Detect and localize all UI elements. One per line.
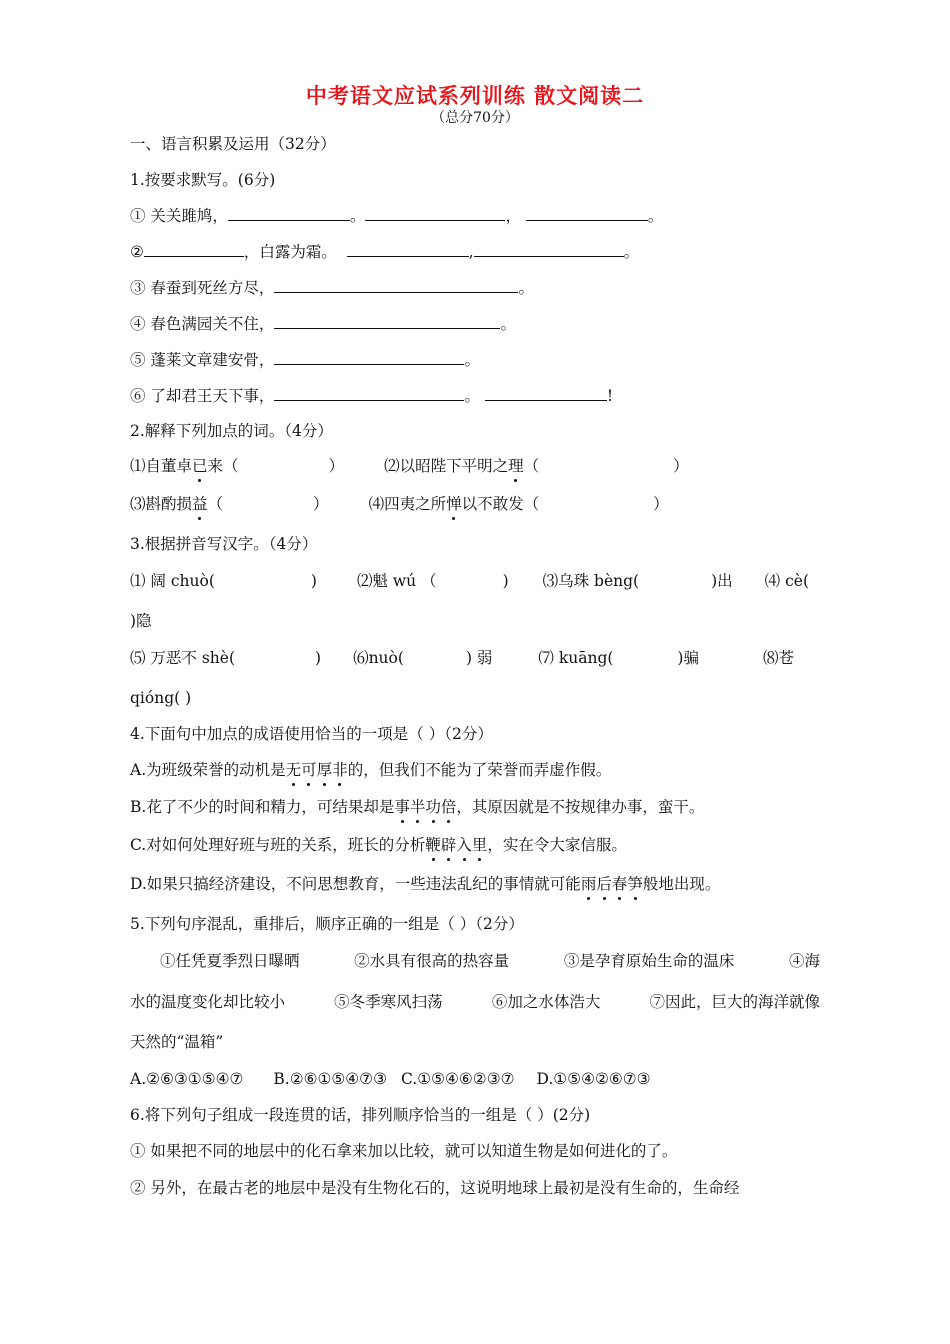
q1-line1: ① 关关雎鸠， 。 ， 。 bbox=[130, 207, 664, 225]
q3-row2: )隐 bbox=[130, 612, 152, 630]
q4-option-c: C.对如何处理好班与班的关系，班长的分析鞭辟入里，实在令大家信服。 bbox=[130, 836, 627, 854]
q6-sentence-2: ② 另外，在最古老的地层中是没有生物化石的，这说明地球上最初是没有生命的，生命经 bbox=[130, 1179, 740, 1197]
q6-stem: 6.将下列句子组成一段连贯的话，排列顺序恰当的一组是（ ）(2分) bbox=[130, 1106, 591, 1124]
q5-sentences-row1: ①任凭夏季烈日曝晒 ②水具有很高的热容量 ③是孕育原始生命的温床 ④海 bbox=[160, 952, 820, 970]
answer-blank[interactable] bbox=[365, 206, 505, 221]
q1-line2: ② ，白露为霜。 , 。 bbox=[130, 243, 640, 261]
dotted-char: 春 bbox=[611, 875, 628, 893]
q1-stem: 1.按要求默写。(6分) bbox=[130, 171, 276, 189]
q4-option-d: D.如果只搞经济建设，不问思想教育，一些违法乱纪的事情就可能雨后春笋般地出现。 bbox=[130, 875, 721, 893]
q1-line3: ③ 春蚕到死丝方尽， 。 bbox=[130, 279, 534, 297]
answer-blank[interactable] bbox=[274, 386, 464, 401]
answer-blank[interactable] bbox=[526, 206, 648, 221]
q3-stem: 3.根据拼音写汉字。（4分） bbox=[130, 535, 318, 553]
dotted-char: 半 bbox=[409, 798, 426, 816]
dotted-char: 益 bbox=[192, 495, 208, 513]
answer-blank[interactable] bbox=[274, 314, 500, 329]
answer-blank[interactable] bbox=[144, 242, 244, 257]
answer-blank[interactable] bbox=[347, 242, 469, 257]
dotted-char: 鞭 bbox=[425, 836, 441, 854]
dotted-char: 惮 bbox=[446, 495, 462, 513]
dotted-char: 入 bbox=[456, 836, 472, 854]
page-subtitle: （总分70分） bbox=[431, 110, 519, 126]
dotted-char: 非 bbox=[332, 761, 348, 779]
q5-options: A.②⑥③①⑤④⑦ B.②⑥①⑤④⑦③ C.①⑤④⑥②③⑦ D.①⑤④②⑥⑦③ bbox=[130, 1070, 651, 1088]
q5-sentences-row2: 水的温度变化却比较小 ⑤冬季寒风扫荡 ⑥加之水体浩大 ⑦因此，巨大的海洋就像 bbox=[130, 993, 820, 1011]
dotted-char: 可 bbox=[301, 761, 317, 779]
q4-stem: 4.下面句中加点的成语使用恰当的一项是（ ）（2分） bbox=[130, 725, 493, 743]
q3-row4: qióng( ) bbox=[130, 689, 192, 707]
q4-option-b: B.花了不少的时间和精力，可结果却是事半功倍，其原因就是不按规律办事，蛮干。 bbox=[130, 798, 705, 816]
q5-sentences-row3: 天然的“温箱” bbox=[130, 1033, 224, 1051]
q6-sentence-1: ① 如果把不同的地层中的化石拿来加以比较，就可以知道生物是如何进化的了。 bbox=[130, 1142, 678, 1160]
dotted-char: 后 bbox=[596, 875, 612, 893]
q2-row1: ⑴自董卓已来（ ） ⑵以昭陛下平明之理（ ） bbox=[130, 457, 689, 475]
dotted-char: 无 bbox=[285, 761, 302, 779]
q4-option-a: A.为班级荣誉的动机是无可厚非的，但我们不能为了荣誉而弄虚作假。 bbox=[130, 761, 612, 779]
q2-stem: 2.解释下列加点的词。（4分） bbox=[130, 422, 333, 440]
dotted-char: 事 bbox=[394, 798, 410, 816]
q5-stem: 5.下列句序混乱，重排后，顺序正确的一组是（ ）（2分） bbox=[130, 915, 524, 933]
q3-row1: ⑴ 阔 chuò( ) ⑵魁 wú （ ) ⑶乌珠 bèng( )出 ⑷ cè( bbox=[130, 572, 809, 590]
page-title: 中考语文应试系列训练 散文阅读二 bbox=[305, 84, 645, 108]
q1-line6: ⑥ 了却君王天下事， 。 ! bbox=[130, 387, 614, 405]
q2-row2: ⑶斟酌损益（ ） ⑷四夷之所惮以不敢发（ ） bbox=[130, 495, 669, 513]
section-heading: 一、语言积累及运用（32分） bbox=[130, 135, 336, 153]
q1-line5: ⑤ 蓬莱文章建安骨， 。 bbox=[130, 351, 480, 369]
dotted-char: 辟 bbox=[440, 836, 457, 854]
dotted-char: 里 bbox=[471, 836, 488, 854]
dotted-char: 已 bbox=[192, 457, 208, 475]
dotted-char: 笋 bbox=[627, 875, 643, 893]
q1-line4: ④ 春色满园关不住， 。 bbox=[130, 315, 516, 333]
q3-row3: ⑸ 万恶不 shè( ) ⑹nuò( ) 弱 ⑺ kuāng( )骗 ⑻苍 bbox=[130, 649, 794, 667]
dotted-char: 倍 bbox=[440, 798, 457, 816]
answer-blank[interactable] bbox=[274, 350, 464, 365]
answer-blank[interactable] bbox=[474, 242, 624, 257]
dotted-char: 功 bbox=[425, 798, 441, 816]
answer-blank[interactable] bbox=[274, 278, 518, 293]
answer-blank[interactable] bbox=[485, 386, 607, 401]
dotted-char: 理 bbox=[508, 457, 524, 475]
answer-blank[interactable] bbox=[228, 206, 350, 221]
dotted-char: 雨 bbox=[580, 875, 597, 893]
dotted-char: 厚 bbox=[316, 761, 333, 779]
